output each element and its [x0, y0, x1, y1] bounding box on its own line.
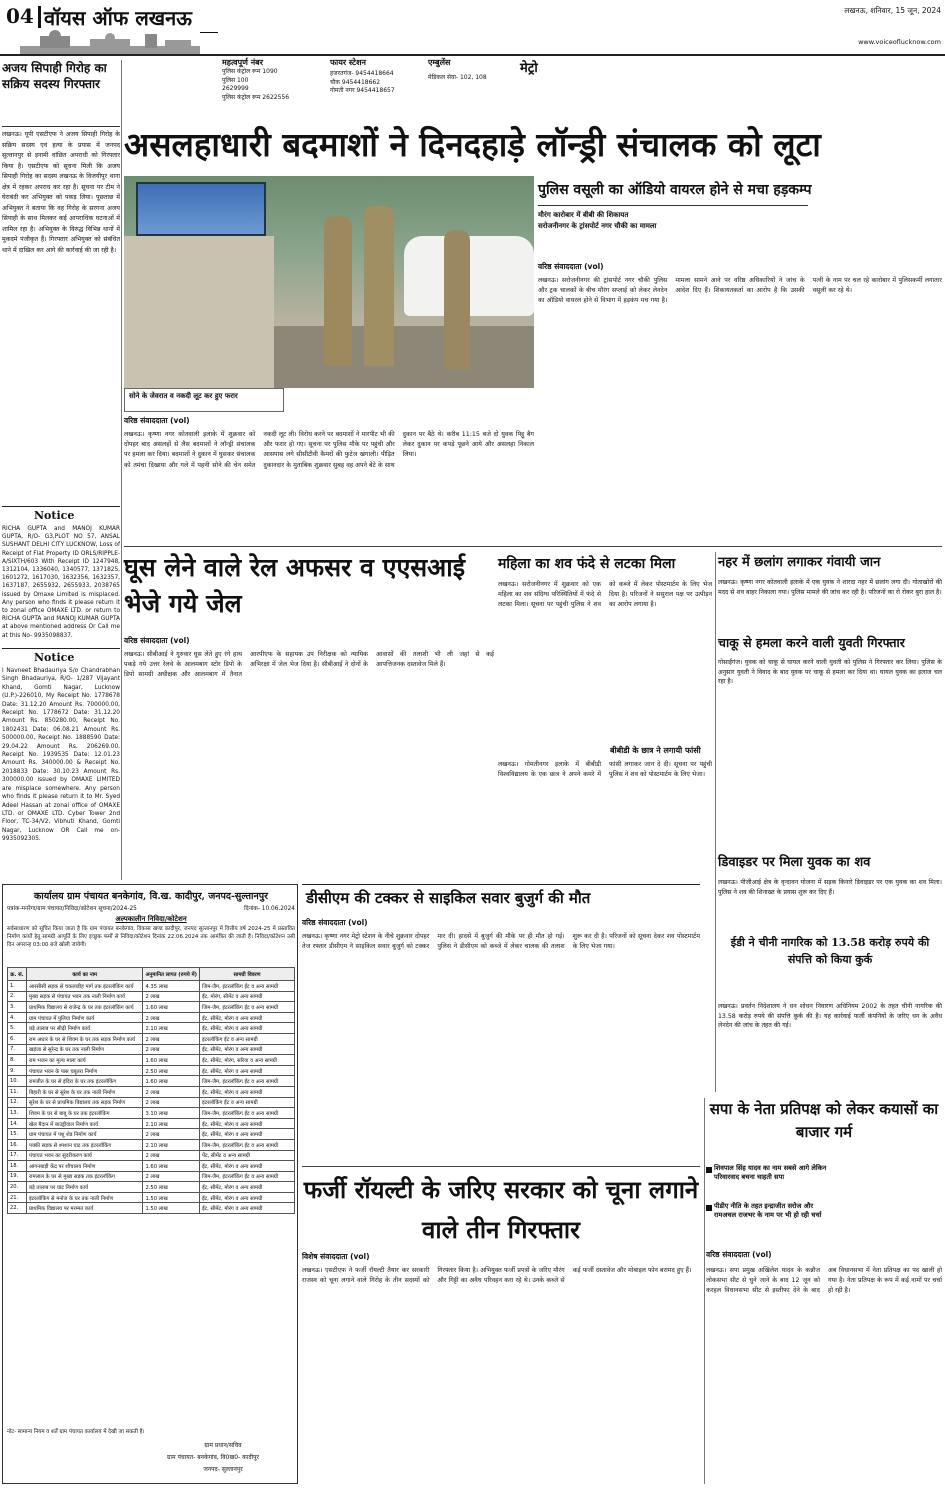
- table-cell: जिम-जैम, इंटरलॉकिंग ईंट व अन्य सामग्री: [200, 1171, 295, 1182]
- table-row: [8, 1192, 295, 1203]
- table-cell: ईंट, सीमेंट, मोरंग, सरिया व अन्य सामग्री: [200, 1055, 295, 1066]
- audio-bullet: मौरंग कारोबार में बीबी की शिकायत: [538, 211, 629, 219]
- table-cell: 20.: [8, 1182, 27, 1193]
- masthead-title: वॉयस ऑफ लखनऊ: [44, 6, 192, 30]
- cyclist-story-body: लखनऊ। कृष्णा नगर मेट्रो स्टेशन के नीचे शुक्रवार दोपहर तेज रफ्तार डीसीएम ने साइकिल सवार बुजुर्ग को टक्कर मार दी। हादसे में बुजुर्ग की मौके पर ही मौत हो गई। पुलिस ने डीसीएम को कब्जे में लेकर चालक की तलाश शुरू कर दी है। परिजनों को सूचना देकर शव पोस्टमार्टम के लिए भेजा गया।: [302, 933, 700, 951]
- table-row: [8, 1065, 295, 1076]
- rail-story-headline: घूस लेने वाले रेल अफसर व एएसआई भेजे गये जेल: [124, 553, 465, 618]
- tender-header-row: [8, 968, 295, 981]
- sp-bullet: शिवपाल सिंह यादव का नाम सबसे आगे लेकिन परिवारवाद बचना चाहती सपा: [714, 1164, 827, 1181]
- table-cell: ईंट, सीमेंट, मोरंग व अन्य सामग्री: [200, 1023, 295, 1034]
- table-row: [8, 1086, 295, 1097]
- table-cell: 19.: [8, 1171, 27, 1182]
- table-cell: राम भजन का मूल्य माला कार्य: [27, 1055, 143, 1066]
- officer-figure: [444, 230, 470, 370]
- sp-story-headline: सपा के नेता प्रतिपक्ष को लेकर कयासों का बाजार गर्म: [709, 1100, 939, 1141]
- col-header: अनुमानित लागत (रुपये में): [143, 968, 200, 981]
- royalty-story-headline: फर्जी रॉयल्टी के जरिए सरकार को चूना लगाने वाले तीन गिरफ्तार: [303, 1175, 699, 1244]
- table-cell: ईंट, सीमेंट, मोरंग व अन्य सामग्री: [200, 1161, 295, 1172]
- table-cell: 2.50 लाख: [143, 1065, 200, 1076]
- table-cell: बड़े तालाब पर घाट निर्माण कार्य: [27, 1182, 143, 1193]
- table-row: [8, 1033, 295, 1044]
- section-rule: [302, 1166, 700, 1167]
- cyclist-story-credit: वरिष्ठ संवाददाता (vol): [302, 918, 368, 927]
- masthead-rule: [0, 54, 945, 56]
- table-cell: शिवम के घर से बाबू के घर तक इंटरलॉकिंग: [27, 1108, 143, 1119]
- table-cell: 10.: [8, 1076, 27, 1087]
- table-cell: ईंट, मोरंग, सीमेंट व अन्य सामग्री: [200, 991, 295, 1002]
- table-row: [8, 1108, 295, 1119]
- ed-story-headline: ईडी ने चीनी नागरिक को 13.58 करोड़ रुपये की संपत्ति को किया कुर्क: [730, 936, 930, 966]
- sp-bullet-box: [706, 1164, 836, 1246]
- cyclist-story-headline: डीसीएम की टक्कर से साइकिल सवार बुजुर्ग की मौत: [306, 889, 591, 907]
- table-cell: बड़े तालाब पर सीढ़ी निर्माण कार्य: [27, 1023, 143, 1034]
- table-cell: 7.: [8, 1044, 27, 1055]
- table-cell: 1.50 लाख: [143, 1192, 200, 1203]
- main-story-photo: [124, 176, 534, 388]
- page-number: 04: [6, 4, 34, 28]
- table-cell: 1.60 लाख: [143, 1002, 200, 1013]
- cyclist-headline-band: [302, 884, 700, 912]
- tender-signature: ग्राम पंचायत- बनकेगांव, वि0ख0- कादीपुर: [167, 1454, 259, 1461]
- royalty-story-credit: विशेष संवाददाता (vol): [302, 1252, 370, 1261]
- edition-date: लखनऊ, शनिवार, 15 जून, 2024: [844, 6, 941, 15]
- tender-title: कार्यालय ग्राम पंचायत बनकेगांव, वि.ख. कादीपुर, जनपद-सुल्तानपुर: [34, 891, 268, 902]
- skyline-icon: [20, 30, 200, 54]
- table-cell: 18.: [8, 1161, 27, 1172]
- table-cell: 2 लाख: [143, 1150, 200, 1161]
- bullet-icon: [706, 1167, 712, 1173]
- table-cell: बिहारी के घर से सुरेश के घर तक नाली निर्माण: [27, 1086, 143, 1097]
- tender-table: [7, 967, 295, 1214]
- number-line: 2629999: [222, 85, 249, 92]
- table-cell: इंटरलॉकिंग ईंट व अन्य सामग्री: [200, 1033, 295, 1044]
- table-cell: ईंट, सीमेंट, मोरंग व अन्य सामग्री: [200, 1086, 295, 1097]
- column-rule: [715, 552, 716, 1092]
- sp-story-body: लखनऊ। सपा प्रमुख अखिलेश यादव के कन्नौज लोकसभा सीट से चुने जाने के बाद 12 जून को करहल विधानसभा सीट से इस्तीफा देने के बाद अब विधानसभा में नेता प्रतिपक्ष का पद खाली हो गया है। नेता प्रतिपक्ष के रूप में कई नामों पर चर्चा हो रही है।: [706, 1267, 942, 1295]
- sp-bullet: पीडीए नीति के तहत इन्द्राजीत सरोज और रामअचल राजभर के नाम पर भी हो रही चर्चा: [714, 1202, 822, 1219]
- table-cell: खेल मैदान में बाउंड्रीवाल निर्माण कार्य: [27, 1118, 143, 1129]
- audio-story-body: लखनऊ। सरोजनीनगर की ट्रांसपोर्ट नगर चौकी पुलिस और ट्रक चालकों के बीच मौरंग सप्लाई को लेकर लेनदेन का ऑडियो वायरल होने से विभाग में हड़कंप मच गया है। मामला सामने आने पर वरिष्ठ अधिकारियों ने जांच के आदेश दिए हैं। शिकायतकर्ता का आरोप है कि उसकी पत्नी के नाम पर चल रहे कारोबार में पुलिसकर्मी लगातार वसूली कर रहे थे।: [538, 277, 942, 305]
- table-cell: 3.10 लाख: [143, 1108, 200, 1119]
- tender-signature: ग्राम प्रधान/सचिव: [204, 1442, 242, 1449]
- table-cell: ग्राम पंचायत में पशु शेड निर्माण कार्य: [27, 1129, 143, 1140]
- table-cell: प्राथमिक विद्यालय पर मरम्मत कार्य: [27, 1203, 143, 1214]
- table-cell: 2.10 लाख: [143, 1023, 200, 1034]
- table-cell: 2 लाख: [143, 1033, 200, 1044]
- table-cell: 2 लाख: [143, 991, 200, 1002]
- table-cell: राम अधार के घर से शिवम के घर तक सड़क निर्माण कार्य: [27, 1033, 143, 1044]
- table-cell: ईंट, सीमेंट, मोरंग व अन्य सामग्री: [200, 1182, 295, 1193]
- notice-1: [2, 506, 120, 646]
- table-cell: ग्राम पंचायत में पुलिया निर्माण कार्य: [27, 1012, 143, 1023]
- table-cell: रामलाल के घर से मुख्य सड़क तक इंटरलॉकिंग: [27, 1171, 143, 1182]
- table-cell: पंचायत भवन के पास चबूतरा निर्माण: [27, 1065, 143, 1076]
- important-numbers: [222, 68, 302, 110]
- number-line: चौक 9454418662: [330, 78, 381, 86]
- table-cell: 2 लाख: [143, 1171, 200, 1182]
- table-cell: 2.10 लाख: [143, 1118, 200, 1129]
- table-cell: 2 लाख: [143, 1097, 200, 1108]
- important-numbers-label: महत्वपूर्ण नंबर: [222, 58, 263, 67]
- table-row: [8, 1023, 295, 1034]
- table-row: [8, 1203, 295, 1214]
- fire-station-label: फायर स्टेशन: [330, 58, 366, 67]
- table-cell: जिम-जैम, इंटरलॉकिंग ईंट व अन्य सामग्री: [200, 981, 295, 992]
- photo-caption: सोने के जेवरात व नकदी लूट कर हुए फरार: [129, 392, 238, 400]
- masthead-line-left: [200, 32, 218, 33]
- rail-story-body: लखनऊ। सीबीआई ने गुरुवार घूस लेते हुए रंगे हाथ पकड़े गये उत्तर रेलवे के आलमबाग स्टोर डिपो के डिपो सामग्री अधीक्षक और आलमबाग में तैनात आरपीएफ के सहायक उप निरीक्षक को न्यायिक अभिरक्षा में जेल भेज दिया है। सीबीआई ने दोनों के आवासों की तलाशी भी ली जहां से कई आपत्तिजनक दस्तावेज मिले हैं।: [124, 651, 494, 679]
- table-row: [8, 1150, 295, 1161]
- road: [274, 326, 534, 388]
- divider: [2, 126, 120, 127]
- table-cell: जिम-जैम, इंटरलॉकिंग ईंट व अन्य सामग्री: [200, 1002, 295, 1013]
- column-rule: [704, 1098, 705, 1484]
- table-row: [8, 1171, 295, 1182]
- table-cell: जिम-जैम, इंटरलॉकिंग ईंट व अन्य सामग्री: [200, 1108, 295, 1119]
- table-cell: 1.50 लाख: [143, 1203, 200, 1214]
- bullet-icon: [706, 1205, 712, 1211]
- divider-story-headline: डिवाइडर पर मिला युवक का शव: [718, 855, 871, 870]
- table-cell: 4.35 लाख: [143, 981, 200, 992]
- table-cell: 2 लाख: [143, 1086, 200, 1097]
- tender-date: दिनांक- 10.06.2024: [244, 906, 295, 912]
- table-cell: 2 लाख: [143, 1044, 200, 1055]
- number-line: पुलिस कंट्रोल रूम 1090: [222, 68, 278, 75]
- table-cell: ईंट, सीमेंट, मोरंग व अन्य सामग्री: [200, 1118, 295, 1129]
- table-cell: ईंट, सीमेंट, मोरंग व अन्य सामग्री: [200, 1065, 295, 1076]
- main-story-credit: वरिष्ठ संवाददाता (vol): [124, 416, 190, 425]
- shop-front: [124, 236, 274, 388]
- left-story: [2, 60, 120, 500]
- number-line: पुलिस कंट्रोल रूम 2622556: [222, 93, 290, 101]
- table-cell: खड़ंजा से सुरेन्द्र के घर तक नाली निर्माण: [27, 1044, 143, 1055]
- bbd-story-body: लखनऊ। गोमतीनगर इलाके में बीबीडी विश्वविद्यालय के एक छात्र ने अपने कमरे में फांसी लगाकर जान दे दी। सूचना पर पहुंची पुलिस ने शव को पोस्टमार्टम के लिए भेजा।: [498, 761, 712, 779]
- ambulance-label: एम्बुलेंस: [428, 58, 451, 67]
- section-rule: [124, 546, 942, 547]
- table-row: [8, 1012, 295, 1023]
- table-cell: 17.: [8, 1150, 27, 1161]
- table-row: [8, 1118, 295, 1129]
- royalty-story-body: लखनऊ। एसटीएफ ने फर्जी रॉयल्टी तैयार कर सरकारी राजस्व को चूना लगाने वाले गिरोह के तीन सदस्यों को गिरफ्तार किया है। अभियुक्त फर्जी प्रपत्रों के जरिए मौरंग और गिट्टी का अवैध परिवहन करा रहे थे। उनके कब्जे से कई फर्जी दस्तावेज और मोबाइल फोन बरामद हुए हैं।: [302, 1267, 692, 1285]
- website-link[interactable]: www.voiceoflucknow.com: [858, 38, 941, 46]
- audio-story-credit: वरिष्ठ संवाददाता (vol): [538, 262, 604, 271]
- tender-subtitle: अल्पकालीन निविदा/कोटेशन: [115, 915, 187, 923]
- number-line: गोमती नगर 9454418657: [330, 87, 395, 94]
- canal-story-headline: नहर में छलांग लगाकर गंवायी जान: [718, 555, 881, 570]
- table-row: [8, 1002, 295, 1013]
- audio-story: [538, 176, 942, 546]
- table-cell: 5.: [8, 1023, 27, 1034]
- table-row: [8, 1044, 295, 1055]
- table-row: [8, 1129, 295, 1140]
- table-cell: 2 लाख: [143, 1129, 200, 1140]
- table-cell: 13.: [8, 1108, 27, 1119]
- table-cell: रामजीत के घर से इंदिरा के घर तक इंटरलॉकिंग: [27, 1076, 143, 1087]
- table-row: [8, 1139, 295, 1150]
- table-cell: आरसीसी सड़क से चकलाडीह मार्ग तक इंटरलॉकिंग कार्य: [27, 981, 143, 992]
- table-cell: पेंट, सीमेंट व अन्य सामग्री: [200, 1150, 295, 1161]
- table-cell: 8.: [8, 1055, 27, 1066]
- table-cell: आंगनबाड़ी केंद्र पर शौचालय निर्माण: [27, 1161, 143, 1172]
- table-cell: 3.: [8, 1002, 27, 1013]
- table-cell: 2.: [8, 991, 27, 1002]
- section-name: मेट्रो: [520, 61, 538, 76]
- officer-figure: [364, 206, 394, 366]
- table-cell: ईंट, सीमेंट, मोरंग व अन्य सामग्री: [200, 1044, 295, 1055]
- tender-ref: पत्रांक-मनरेगा/ग्राम पंचायत/निविदा/कोटेशन सूचना/2024-25: [7, 906, 137, 912]
- tender-notice: [2, 884, 298, 1484]
- table-cell: 21.: [8, 1192, 27, 1203]
- number-line: हजरतगंज- 9454418664: [330, 70, 394, 77]
- main-story-body: लखनऊ। कृष्णा नगर कोतवाली इलाके में शुक्रवार को दोपहर बाद असलहों से लैस बदमाशों ने लॉन्ड्री संचालक पर हमला कर दिया। बदमाशों ने दुकान में घुसकर संचालक को तमंचा दिखाया और गले में पहनी सोने की चेन समेत नकदी लूट ली। विरोध करने पर बदमाशों ने मारपीट भी की और फरार हो गए। सूचना पर पुलिस मौके पर पहुंची और आसपास लगे सीसीटीवी कैमरों की फुटेज खंगाली। पीड़ित दुकानदार के मुताबिक शुक्रवार सुबह वह अपने बेटे के साथ दुकान पर बैठे थे। करीब 11:15 बजे दो युवक पिट्ठू बैग लेकर दुकान पर कपड़े पूछने आये और असलहा निकाल लिया।: [124, 431, 534, 469]
- canal-story-body: लखनऊ। कृष्णा नगर कोतवाली इलाके में एक युवक ने शारदा नहर में छलांग लगा दी। गोताखोरों की मदद से शव बाहर निकाला गया। पुलिस मामले की जांच कर रही है। परिजनों का रो रोकर बुरा हाल है।: [718, 579, 942, 596]
- col-header: क्र. सं.: [8, 968, 27, 981]
- table-row: [8, 1055, 295, 1066]
- table-cell: ईंट, सीमेंट, मोरंग व अन्य सामग्री: [200, 1012, 295, 1023]
- tender-intro: सर्वसाधारण को सूचित किया जाता है कि ग्राम पंचायत बनकेगांव, विकास खण्ड कादीपुर, जनपद सुल्तानपुर में वित्तीय वर्ष 2024-25 में प्रस्तावित निर्माण कार्यों हेतु सामग्री आपूर्ति के लिए इच्छुक फर्मों से निविदा/कोटेशन दिनांक 22.06.2024 तक आमंत्रित की जाती हैं। निविदा/कोटेशन उसी दिन अपरान्ह 03:00 बजे खोली जायेगी।: [7, 926, 295, 948]
- tender-note: नोट- सामान्य नियम व शर्तें ग्राम पंचायत कार्यालय में देखी जा सकती हैं।: [7, 1429, 145, 1435]
- audio-bullet: सरोजनीनगर के ट्रांसपोर्ट नगर चौकी का मामला: [538, 222, 657, 230]
- table-cell: 2.10 लाख: [143, 1139, 200, 1150]
- table-cell: 4.: [8, 1012, 27, 1023]
- sp-story-credit: वरिष्ठ संवाददाता (vol): [706, 1250, 772, 1259]
- bbd-story-headline: बीबीडी के छात्र ने लगायी फांसी: [610, 745, 701, 755]
- column-rule: [121, 60, 122, 880]
- table-cell: जिम-जैम, इंटरलॉकिंग ईंट व अन्य सामग्री: [200, 1076, 295, 1087]
- tender-rows: [8, 981, 295, 1214]
- notice-2-title: Notice: [34, 651, 75, 664]
- tender-table-wrap: [7, 967, 295, 1427]
- ambulance-numbers: [428, 74, 518, 86]
- number-line: पुलिस 100: [222, 76, 249, 84]
- table-cell: 22.: [8, 1203, 27, 1214]
- main-story-headline: असलहाधारी बदमाशों ने दिनदहाड़े लॉन्ड्री संचालक को लूटा: [124, 125, 821, 164]
- table-cell: ईंट, सीमेंट, मोरंग व अन्य सामग्री: [200, 1203, 295, 1214]
- masthead-divider: [38, 6, 41, 28]
- table-cell: प्राथमिक विद्यालय से राजेन्द्र के घर तक इंटरलॉकिंग कार्य: [27, 1002, 143, 1013]
- knife-story-headline: चाकू से हमला करने वाली युवती गिरफ्तार: [718, 635, 905, 650]
- table-cell: 16.: [8, 1139, 27, 1150]
- table-row: [8, 1182, 295, 1193]
- table-row: [8, 981, 295, 992]
- table-cell: इंटरलॉकिंग ईंट व अन्य सामग्री: [200, 1097, 295, 1108]
- notice-2-body: I Navneet Bhadauriya S/o Chandrabhan Singh Bhadauriya, R/O- 1/287 Vijayant Khand, Gomti Nagar, Lucknow (U.P.)-226010, My Receipt No. 1778678 Date: 31.12.20 Amount Rs. 700000.00, Receipt No. 1778672 Date: 31.12.20 Amount Rs. 850280.00, Receipt No. 1802431 Date: 06.08.21 Amount Rs. 500000.00, Receipt No. 1888590 Date: 29.04.22 Amount Rs. 206269.00, Receipt No. 1939535 Date: 12.01.23 Amount Rs. 340000.00 & Receipt No. 2018833 Date: 30.10.23 Amount Rs. 300000.00 issued by OMAXE LIMITED are misplace somewhere. Any person who finds it please return it to Mr. Syed Adeel Hassan at zonal office of OMAXE LTD. or OMAXE LTD. Cyber Tower 2nd Floor, TC-34/V2, Vibhuti Khand, Gomti Nagar, Lucknow OR Call me on- 9935092305.: [2, 668, 120, 843]
- table-cell: 2.50 लाख: [143, 1182, 200, 1193]
- table-cell: 9.: [8, 1065, 27, 1076]
- notice-1-title: Notice: [34, 509, 75, 522]
- table-row: [8, 1097, 295, 1108]
- number-line: मेडिकल सेवा- 102, 108: [428, 74, 487, 81]
- woman-story-headline: महिला का शव फंदे से लटका मिला: [498, 556, 676, 572]
- fire-numbers: [330, 70, 420, 104]
- table-cell: ईंट, सीमेंट, मोरंग व अन्य सामग्री: [200, 1129, 295, 1140]
- table-cell: मुख्य सड़क से पंचायत भवन तक नाली निर्माण कार्य: [27, 991, 143, 1002]
- skyline-art: [20, 30, 200, 54]
- tender-signature: जनपद- सुल्तानपुर: [203, 1466, 243, 1473]
- table-cell: 6.: [8, 1033, 27, 1044]
- table-cell: पंचायत भवन का सुंदरीकरण कार्य: [27, 1150, 143, 1161]
- photo-caption-box: [124, 388, 284, 412]
- col-header: सामग्री विवरण: [200, 968, 295, 981]
- shop-signboard: [136, 182, 266, 236]
- table-row: [8, 1076, 295, 1087]
- table-row: [8, 1161, 295, 1172]
- rail-story-credit: वरिष्ठ संवाददाता (vol): [124, 636, 190, 645]
- audio-story-headline: पुलिस वसूली का ऑडियो वायरल होने से मचा हड़कम्प: [538, 176, 808, 206]
- table-cell: 12.: [8, 1097, 27, 1108]
- table-cell: इंटरलॉकिंग से मनोज के घर तक नाली निर्माण: [27, 1192, 143, 1203]
- table-cell: 15.: [8, 1129, 27, 1140]
- divider-story-body: लखनऊ। पीजीआई क्षेत्र के वृन्दावन योजना में सड़क किनारे डिवाइडर पर एक युवक का शव मिला। पुलिस ने शव की शिनाख्त के प्रयास शुरू कर दिए हैं।: [718, 879, 942, 896]
- left-story-headline: अजय सिपाही गिरोह का सक्रिय सदस्य गिरफ्तार: [2, 61, 107, 91]
- notice-1-body: RICHA GUPTA and MANOJ KUMAR GUPTA, R/O- G3,PLOT NO 57, ANSAL SUSHANT DELHI CITY LUCKNOW, Loss of Receipt of Flat Property ID ORLS/RIPPLE-A/SIXTH/603 With Receipt ID 1247948, 1312104, 1336040, 1340577, 1371825, 1601272, 1617030, 1632356, 1632357, 1637187, 2655932, 2655933, 2038765 issued by Omaxe Limited is misplaced. Any person who finds it please return it to zonal office OMAXE LTD. or return to RICHA GUPTA and MANOJ KUMAR GUPTA at above mentioned address Or Call me at this No- 9935098837.: [2, 526, 120, 639]
- table-cell: 1.60 लाख: [143, 1055, 200, 1066]
- left-story-body: लखनऊ। यूपी एसटीएफ ने अजय सिपाही गिरोह के सक्रिय सदस्य एवं हत्या के प्रयास में जनपद सुल्तानपुर से इनामी वांछित अपराधी को गिरफ्तार किया है। एसटीएफ को सूचना मिली कि अजय सिपाही गिरोह का सदस्य लखनऊ के विजयीपुर थाना क्षेत्र में रहकर अपराध कर रहा है। सूचना पर टीम ने घेराबंदी कर अभियुक्त को पकड़ लिया। पूछताछ में अभियुक्त ने बताया कि वह गिरोह के सरगना अजय सिपाही के साथ मिलकर कई आपराधिक घटनाओं में शामिल रहा है। अभियुक्त के विरुद्ध विभिन्न थानों में मुकदमे पंजीकृत हैं। गिरफ्तार अभियुक्त को संबंधित थाने में दाखिल कर आगे की कार्रवाई की जा रही है।: [2, 131, 120, 254]
- col-header: कार्य का नाम: [27, 968, 143, 981]
- table-row: [8, 991, 295, 1002]
- table-cell: जिम-जैम, इंटरलॉकिंग ईंट व अन्य सामग्री: [200, 1139, 295, 1150]
- audio-bullet-box: [538, 210, 698, 240]
- table-cell: ईंट, सीमेंट, मोरंग व अन्य सामग्री: [200, 1192, 295, 1203]
- ed-story-body: लखनऊ। प्रवर्तन निदेशालय ने धन शोधन निवारण अधिनियम 2002 के तहत चीनी नागरिक की 13.58 करोड़ रुपये की संपत्ति कुर्क की है। यह कार्रवाई फर्जी कंपनियों के जरिए धन के अवैध लेनदेन की जांच के तहत की गई।: [718, 1003, 942, 1030]
- table-cell: पक्की सड़क से श्मशान घाट तक इंटरलॉकिंग: [27, 1139, 143, 1150]
- table-cell: 1.60 लाख: [143, 1161, 200, 1172]
- table-cell: 2 लाख: [143, 1012, 200, 1023]
- knife-story-body: गोसाईंगंज। युवक को चाकू से घायल करने वाली युवती को पुलिस ने गिरफ्तार कर लिया। पुलिस के अनुसार युवती ने विवाद के बाद युवक पर चाकू से हमला कर दिया था। घायल युवक का इलाज चल रहा है।: [718, 659, 942, 686]
- table-cell: 14.: [8, 1118, 27, 1129]
- table-cell: सुरेश के घर से प्राथमिक विद्यालय तक सड़क निर्माण: [27, 1097, 143, 1108]
- officer-figure: [324, 216, 352, 366]
- table-cell: 11.: [8, 1086, 27, 1097]
- table-cell: 1.60 लाख: [143, 1076, 200, 1087]
- woman-story-body: लखनऊ। सरोजनीनगर में शुक्रवार को एक महिला का शव संदिग्ध परिस्थितियों में फंदे से लटका मिला। सूचना पर पहुंची पुलिस ने शव को कब्जे में लेकर पोस्टमार्टम के लिए भेज दिया है। परिजनों ने ससुराल पक्ष पर उत्पीड़न का आरोप लगाया है।: [498, 581, 712, 609]
- notice-2: [2, 648, 120, 880]
- table-cell: 1.: [8, 981, 27, 992]
